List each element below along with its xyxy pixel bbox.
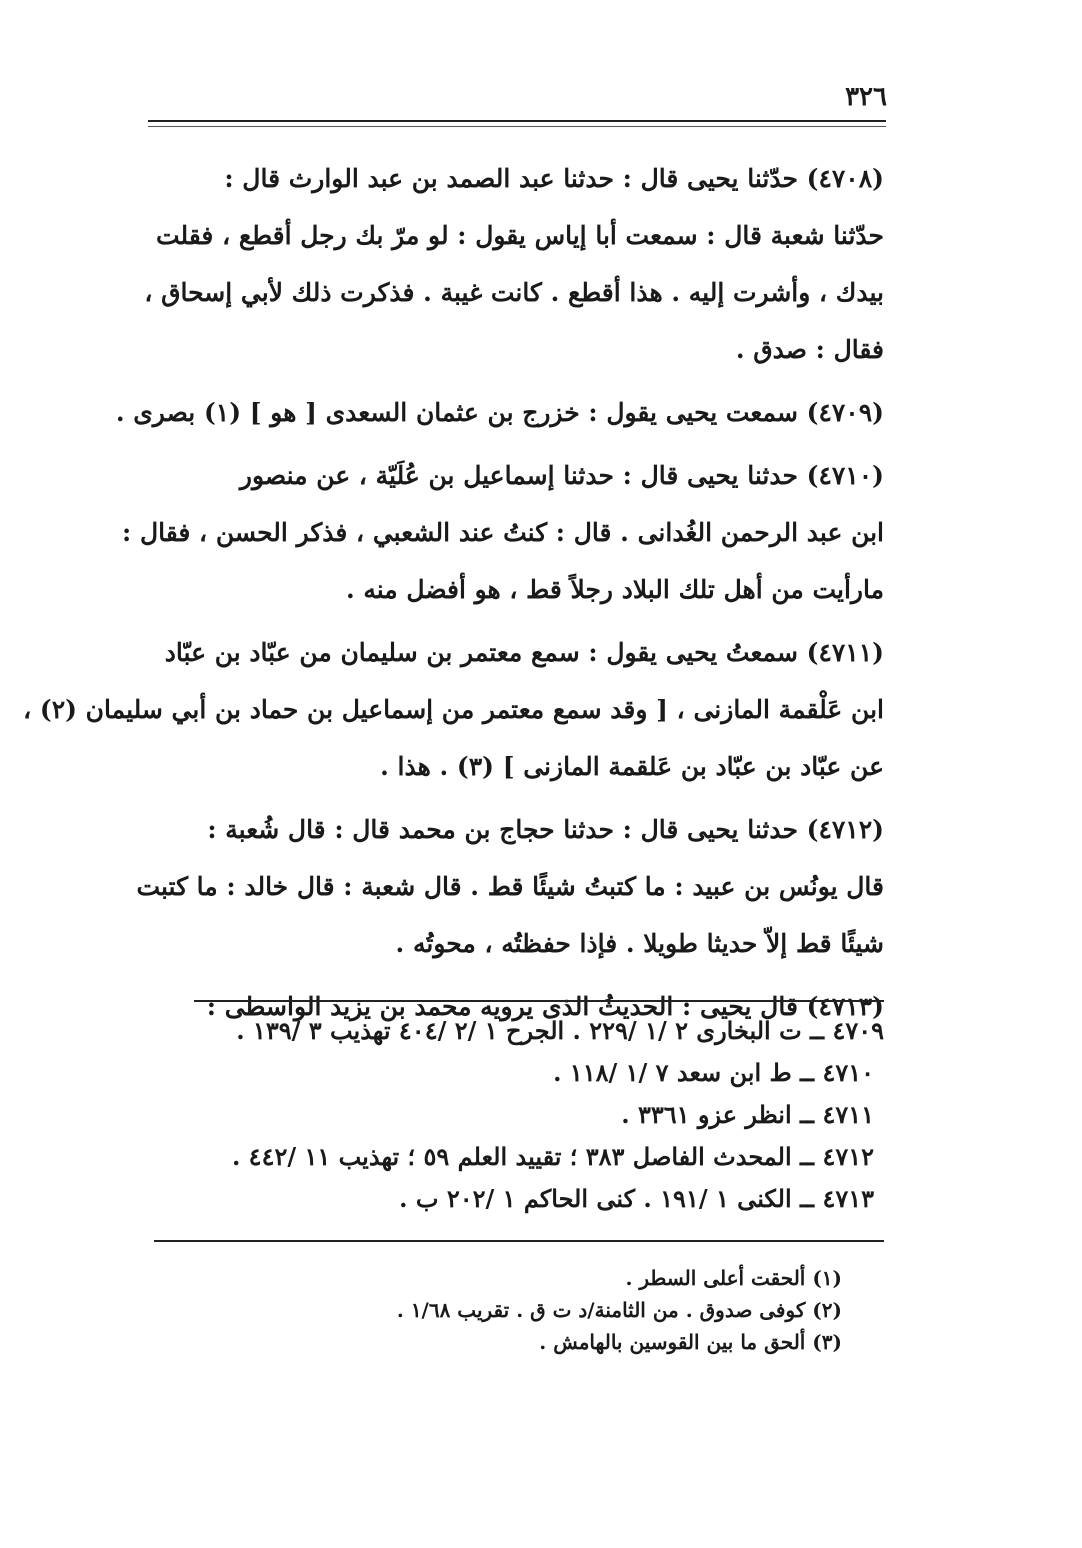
text-line: ابن عَلْقمة المازنى ، [ وقد سمع معتمر من إسماعيل بن حماد بن أبي سليمان (٢) ،: [23, 695, 884, 724]
page-number: ٣٢٦: [845, 82, 887, 112]
text-line: قال يونُس بن عبيد : ما كتبتُ شيئًا قط . قال شعبة : قال خالد : ما كتبت: [136, 872, 884, 901]
reference-line: ٤٧١١ ــ انظر عزو ٣٣٦١ .: [621, 1100, 874, 1129]
header-rule: [148, 120, 886, 122]
text-line: عن عبّاد بن عبّاد بن عَلقمة المازنى ] (٣) . هذا .: [380, 752, 884, 781]
references-rule: [194, 1000, 884, 1002]
footnotes: [160, 1262, 842, 1358]
text-line: (٤٧١٣) قال يحيى : الحديثُ الذى يرويه محمد بن يزيد الواسطى :: [206, 992, 884, 1021]
text-line: (٤٧١٢) حدثنا يحيى قال : حدثنا حجاج بن محمد قال : قال شُعبة :: [207, 815, 884, 844]
text-line: (٤٧١٠) حدثنا يحيى قال : حدثنا إسماعيل بن عُلَيّة ، عن منصور: [239, 461, 884, 490]
text-line: بيدك ، وأشرت إليه . هذا أقطع . كانت غيبة . فذكرت ذلك لأبي إسحاق ،: [144, 278, 884, 307]
entry-4712: [136, 801, 884, 972]
reference-line: ٤٧١٢ ــ المحدث الفاصل ٣٨٣ ؛ تقييد العلم ٥٩ ؛ تهذيب ١١ /٤٤٢ .: [231, 1142, 874, 1171]
text-line: (٤٧٠٩) سمعت يحيى يقول : خزرج بن عثمان السعدى [ هو ] (١) بصرى .: [115, 398, 884, 427]
text-line: (٤٧٠٨) حدّثنا يحيى قال : حدثنا عبد الصمد بن عبد الوارث قال :: [224, 164, 884, 193]
header-rule-thin: [148, 126, 886, 127]
text-line: حدّثنا شعبة قال : سمعت أبا إياس يقول : لو مرّ بك رجل أقطع ، فقلت: [155, 221, 884, 250]
entry-4710: [122, 447, 884, 618]
main-text: [23, 150, 884, 1041]
entry-4709: [115, 384, 884, 441]
entry-4711: [23, 624, 884, 795]
text-line: فقال : صدق .: [735, 335, 884, 364]
footnotes-rule: [154, 1240, 884, 1242]
references: [160, 1010, 884, 1220]
footnote: (٣) ألحق ما بين القوسين بالهامش .: [539, 1330, 842, 1354]
text-line: مارأيت من أهل تلك البلاد رجلاً قط ، هو أفضل منه .: [345, 575, 884, 604]
text-line: شيئًا قط إلاّ حديثا طويلا . فإذا حفظتُه ، محوتُه .: [395, 929, 884, 958]
footnote: (١) ألحقت أعلى السطر .: [625, 1266, 842, 1290]
text-line: ابن عبد الرحمن الغُدانى . قال : كنتُ عند الشعبي ، فذكر الحسن ، فقال :: [122, 518, 884, 547]
footnote: (٢) كوفى صدوق . من الثامنة/د ت ق . تقريب ١/٦٨ .: [396, 1298, 842, 1322]
reference-line: ٤٧٠٩ ــ ت البخارى ٢ /١ /٢٢٩ . الجرح ١ /٢ /٤٠٤ تهذيب ٣ /١٣٩ .: [236, 1016, 884, 1045]
text-line: (٤٧١١) سمعتُ يحيى يقول : سمع معتمر بن سليمان من عبّاد بن عبّاد: [164, 638, 884, 667]
reference-line: ٤٧١٠ ــ ط ابن سعد ٧ /١ /١١٨ .: [553, 1058, 874, 1087]
reference-line: ٤٧١٣ ــ الكنى ١ /١٩١ . كنى الحاكم ١ /٢٠٢ ب .: [399, 1184, 874, 1213]
entry-4708: [144, 150, 884, 378]
